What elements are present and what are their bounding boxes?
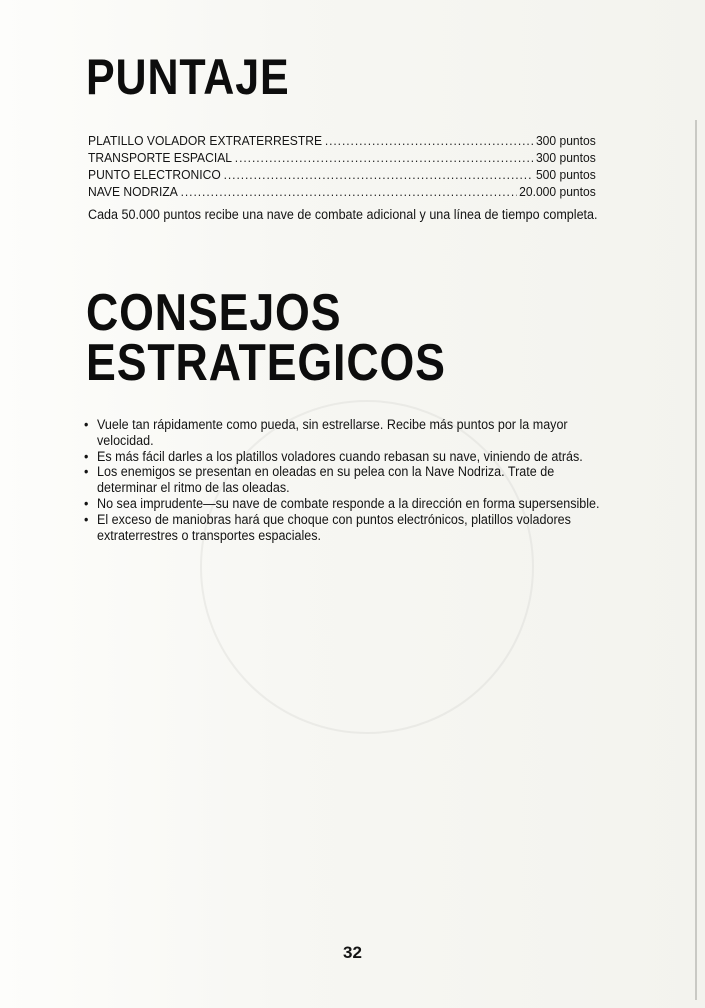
- score-heading: PUNTAJE: [86, 49, 290, 105]
- leader-dots: [235, 149, 533, 166]
- score-points: 300 puntos: [535, 133, 596, 148]
- bullet-icon: •: [84, 417, 89, 432]
- bullet-icon: •: [84, 511, 89, 527]
- score-row: [88, 166, 596, 183]
- tips-heading-line2: ESTRATEGICOS: [86, 334, 446, 392]
- score-points: 20.000 puntos: [519, 184, 596, 199]
- tips-list: [84, 417, 609, 543]
- score-item-label: PLATILLO VOLADOR EXTRATERRESTRE: [88, 133, 323, 148]
- page-number: 32: [343, 943, 362, 962]
- tip-text: Los enemigos se presentan en oleadas en su pelea con la Nave Nodriza. Trate de determinar el ritmo de las oleadas.: [97, 464, 555, 496]
- score-table: [88, 132, 596, 200]
- tip-text: No sea imprudente—su nave de combate responde a la dirección en forma supersensible.: [97, 495, 600, 511]
- tips-heading-line1: CONSEJOS: [86, 284, 342, 342]
- tip-item: [84, 464, 609, 496]
- page-edge: [695, 120, 697, 1000]
- score-row: [88, 132, 596, 149]
- score-item-label: TRANSPORTE ESPACIAL: [88, 150, 233, 165]
- tip-item: [84, 449, 609, 465]
- score-row: [88, 149, 596, 166]
- tip-item: [84, 417, 609, 449]
- leader-dots: [224, 166, 534, 183]
- tip-text: El exceso de maniobras hará que choque con puntos electrónicos, platillos voladores extraterrestres o transportes espaciales.: [97, 511, 571, 543]
- score-item-label: PUNTO ELECTRONICO: [88, 167, 221, 182]
- tip-item: [84, 512, 609, 544]
- score-item-label: NAVE NODRIZA: [88, 184, 178, 199]
- bullet-icon: •: [84, 495, 89, 511]
- bonus-text: Cada 50.000 puntos recibe una nave de combate adicional y una línea de tiempo completa.: [88, 207, 598, 222]
- tip-text: Vuele tan rápidamente como pueda, sin estrellarse. Recibe más puntos por la mayor velocidad.: [97, 417, 568, 448]
- bullet-icon: •: [84, 448, 89, 464]
- tip-item: [84, 496, 609, 512]
- score-points: 500 puntos: [535, 167, 596, 182]
- leader-dots: [181, 183, 517, 200]
- bullet-icon: •: [84, 464, 89, 480]
- leader-dots: [325, 132, 533, 149]
- score-row: [88, 183, 596, 200]
- score-points: 300 puntos: [535, 150, 596, 165]
- tip-text: Es más fácil darles a los platillos voladores cuando rebasan su nave, viniendo de atrás.: [97, 448, 583, 464]
